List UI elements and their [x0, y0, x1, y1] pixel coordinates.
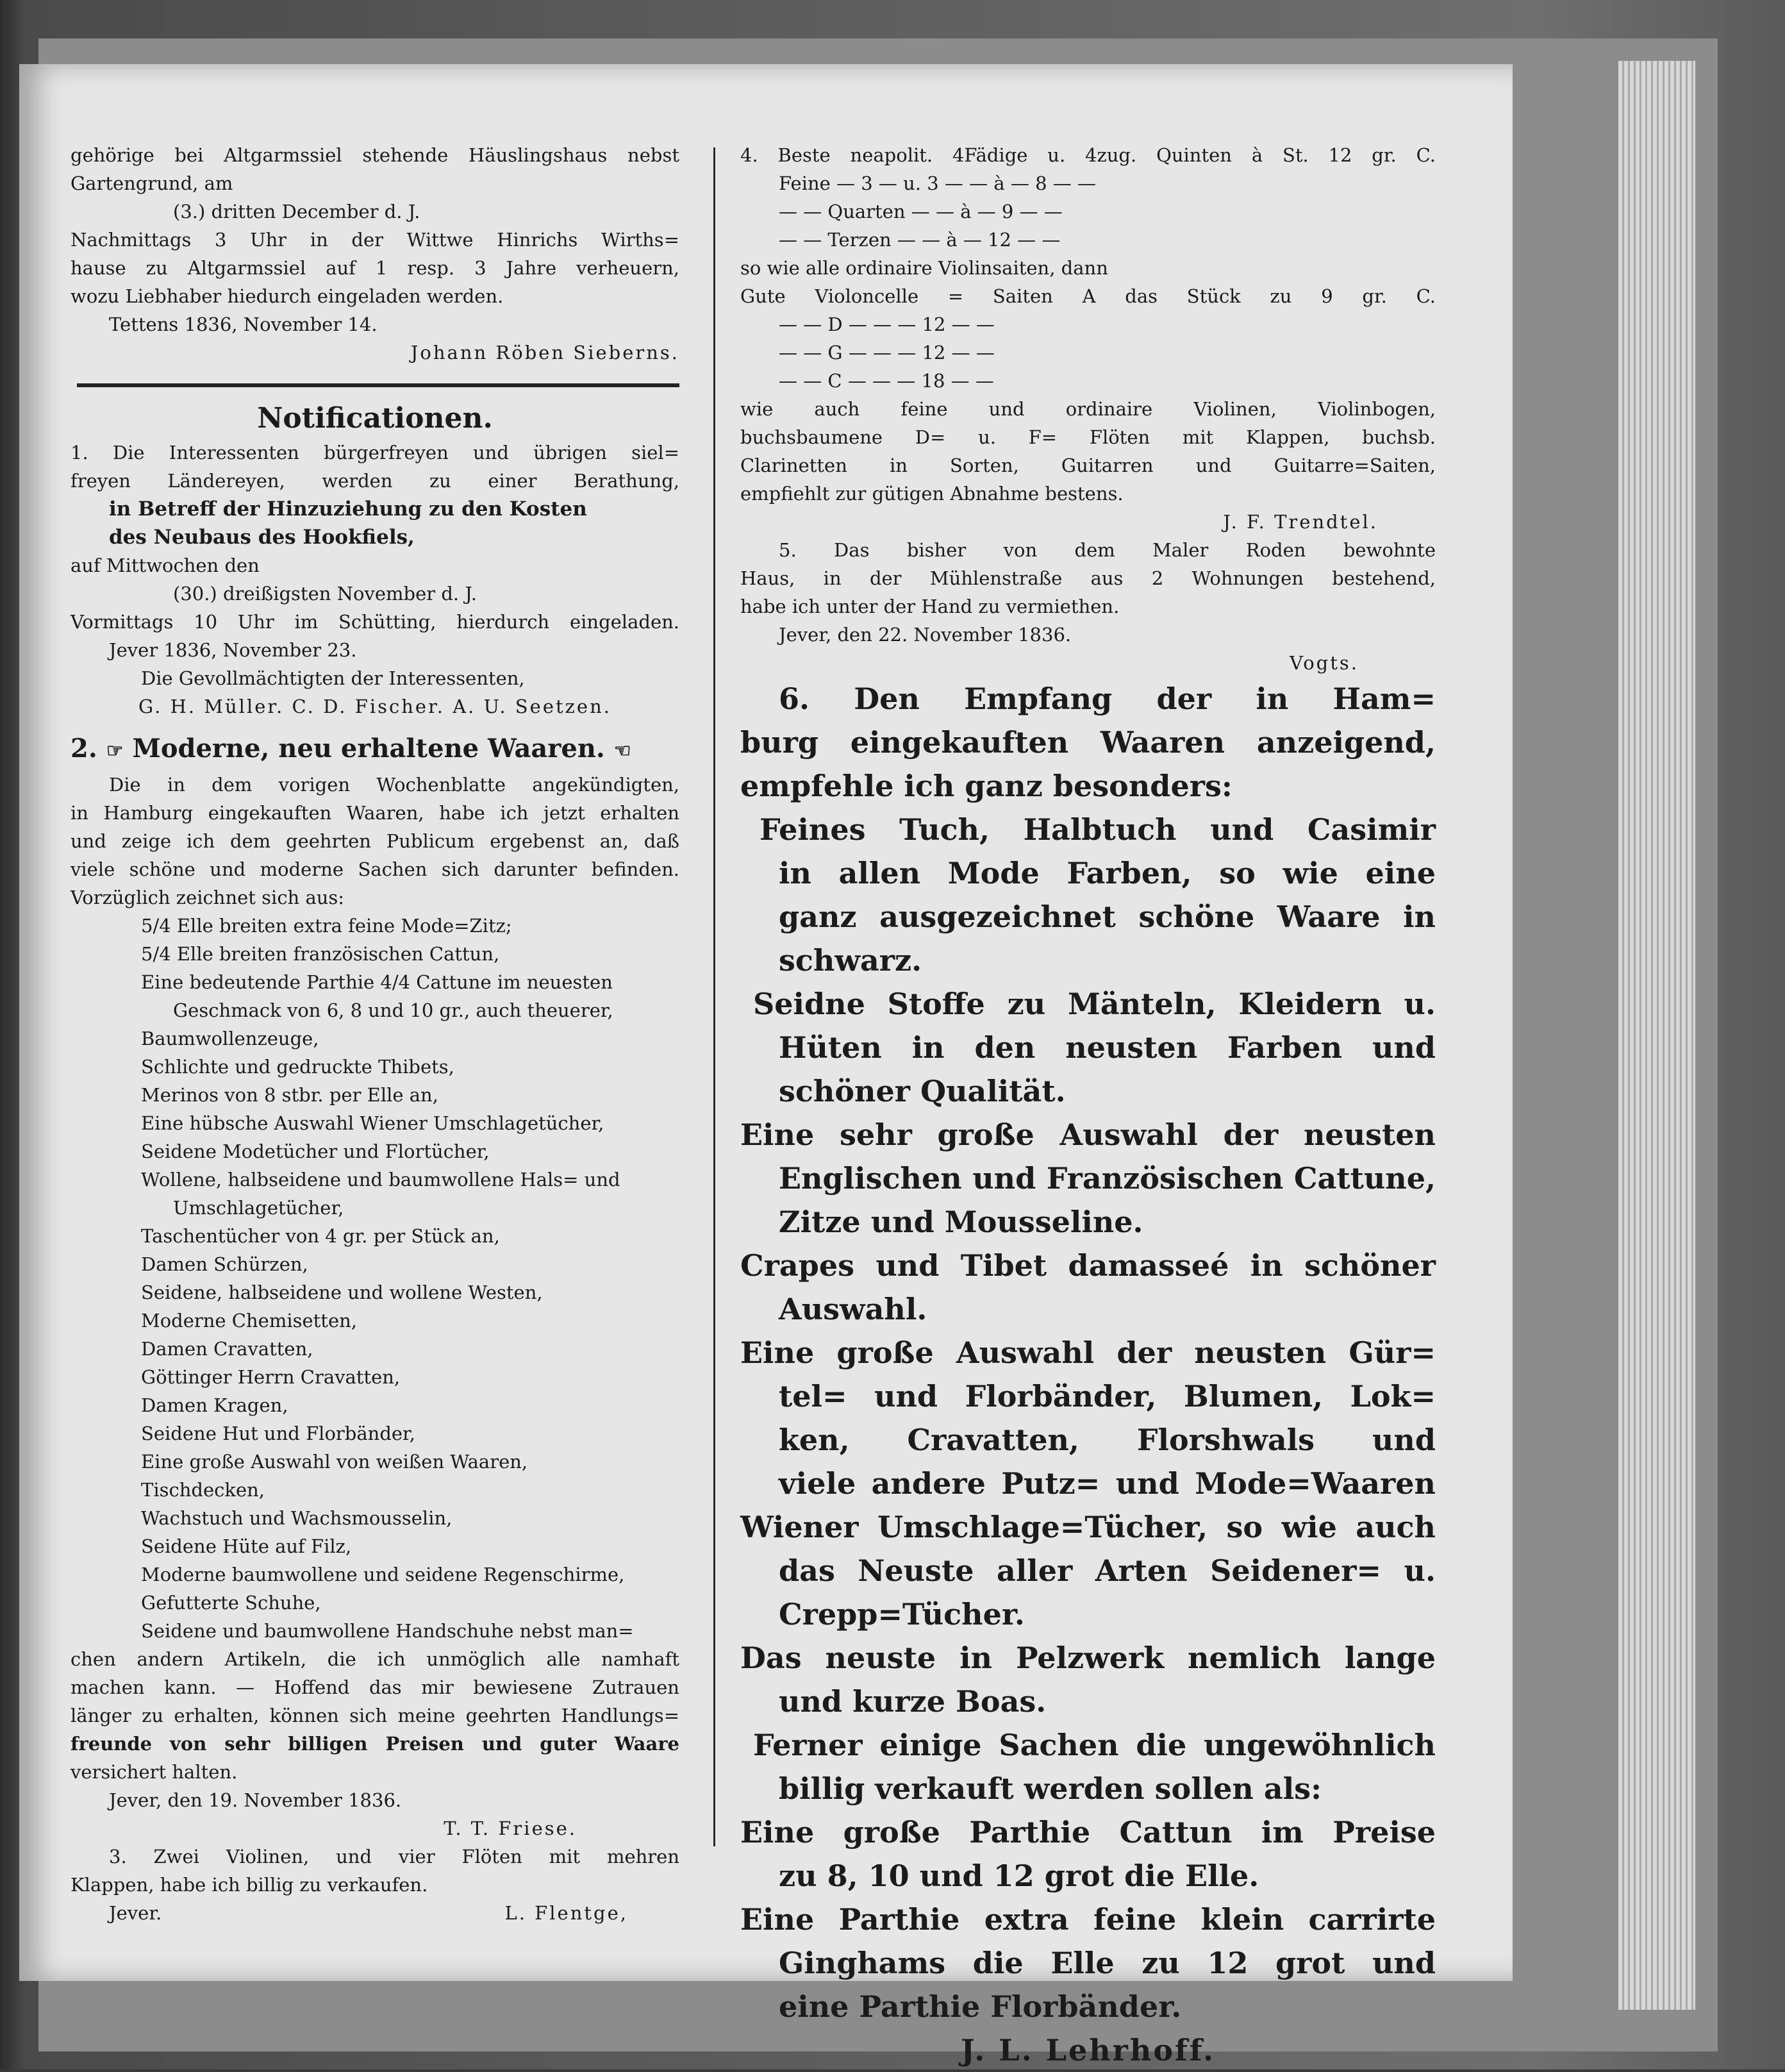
price-line: Gute Violoncelle = Saiten A das Stück zu 9 gr. C.: [740, 285, 1436, 307]
date-line: Tettens 1836, November 14.: [109, 313, 378, 335]
ad-line: burg eingekauften Waaren anzeigend,: [740, 725, 1436, 760]
list-item: Merinos von 8 stbr. per Elle an,: [141, 1084, 438, 1106]
list-item: 5/4 Elle breiten französischen Cattun,: [141, 943, 500, 965]
date-line: Jever, den 22. November 1836.: [779, 624, 1072, 646]
text-line: 5. Das bisher von dem Maler Roden bewohnte: [779, 539, 1436, 561]
text-line: hause zu Altgarmssiel auf 1 resp. 3 Jahre verheuern,: [71, 257, 679, 279]
text-line: machen kann. — Hoffend das mir bewiesene Zutrauen: [71, 1676, 679, 1698]
text-line: in Betreff der Hinzuziehung zu den Kosten: [109, 497, 587, 521]
text-line: in Hamburg eingekauften Waaren, habe ich jetzt erhalten: [71, 802, 679, 824]
list-item: Gefutterte Schuhe,: [141, 1592, 321, 1614]
signature: L. Flentge,: [504, 1902, 628, 1924]
date-line: Jever, den 19. November 1836.: [109, 1789, 402, 1811]
ad-line: Ferner einige Sachen die ungewöhnlich: [753, 1728, 1436, 1762]
list-item: 5/4 Elle breiten extra feine Mode=Zitz;: [141, 915, 512, 937]
heading-text: Moderne, neu erhaltene Waaren.: [132, 733, 605, 764]
list-item: Seidene, halbseidene und wollene Westen,: [141, 1282, 543, 1303]
text-line: freunde von sehr billigen Preisen und guter Waare: [71, 1733, 679, 1755]
text-line: Die in dem vorigen Wochenblatte angekündigten,: [109, 774, 679, 796]
list-item: Umschlagetücher,: [173, 1197, 344, 1219]
signature: T. T. Friese.: [444, 1817, 577, 1839]
list-item: Eine große Auswahl von weißen Waaren,: [141, 1451, 528, 1473]
signature: J. F. Trendtel.: [1223, 511, 1378, 533]
text-line: wozu Liebhaber hiedurch eingeladen werden.: [71, 285, 504, 307]
signature: Johann Röben Sieberns.: [410, 342, 679, 363]
ad-line: und kurze Boas.: [779, 1684, 1047, 1719]
text-line: Clarinetten in Sorten, Guitarren und Guitarre=Saiten,: [740, 455, 1436, 476]
list-item: Seidene Hüte auf Filz,: [141, 1535, 352, 1557]
text-line: empfiehlt zur gütigen Abnahme bestens.: [740, 483, 1124, 505]
list-item: Seidene Modetücher und Flortücher,: [141, 1140, 490, 1162]
text-line: des Neubaus des Hookfiels,: [109, 526, 415, 549]
text-line: habe ich unter der Hand zu vermiethen.: [740, 596, 1120, 617]
ad-line: schöner Qualität.: [779, 1074, 1066, 1108]
column-divider: [713, 147, 715, 1846]
list-item: Eine hübsche Auswahl Wiener Umschlagetücher,: [141, 1112, 604, 1134]
list-item: Geschmack von 6, 8 und 10 gr., auch theuerer,: [173, 999, 613, 1021]
ad-line: in allen Mode Farben, so wie eine: [779, 856, 1436, 890]
text-line: länger zu erhalten, können sich meine geehrten Handlungs=: [71, 1705, 679, 1726]
date-line: (3.) dritten December d. J.: [173, 201, 420, 222]
page-stack-edge: [1618, 61, 1695, 2010]
list-item: Moderne baumwollene und seidene Regenschirme,: [141, 1564, 625, 1585]
text-line: viele schöne und moderne Sachen sich darunter befinden.: [71, 858, 679, 880]
ad-line: Auswahl.: [779, 1292, 927, 1326]
list-item: Göttinger Herrn Cravatten,: [141, 1366, 401, 1388]
text-line: Gartengrund, am: [71, 172, 233, 194]
section-rule: [77, 383, 679, 387]
place-name: Jever.: [109, 1902, 162, 1924]
text-line: freyen Ländereyen, werden zu einer Berathung,: [71, 470, 679, 492]
list-item: Tischdecken,: [141, 1479, 265, 1501]
ad-line: eine Parthie Florbänder.: [779, 1989, 1182, 2024]
right-column: [740, 141, 1436, 2072]
text-line: 3. Zwei Violinen, und vier Flöten mit mehren: [109, 1846, 679, 1867]
list-item: Baumwollenzeuge,: [141, 1028, 319, 1049]
ad-line: zu 8, 10 und 12 grot die Elle.: [779, 1859, 1259, 1893]
ad-line: das Neuste aller Arten Seidener= u.: [779, 1553, 1436, 1588]
text-line: wie auch feine und ordinaire Violinen, Violinbogen,: [740, 398, 1436, 420]
date-line: Jever 1836, November 23.: [109, 639, 357, 661]
price-line: — — G — — — 12 — —: [779, 342, 995, 363]
signature: Vogts.: [1289, 652, 1359, 674]
ad-line: Zitze und Mousseline.: [779, 1205, 1143, 1239]
ad-line: Eine große Auswahl der neusten Gür=: [740, 1335, 1436, 1370]
text-line: 1. Die Interessenten bürgerfreyen und übrigen siel=: [71, 442, 679, 464]
text-line: buchsbaumene D= u. F= Flöten mit Klappen, buchsb.: [740, 426, 1436, 448]
text-line: versichert halten.: [71, 1761, 238, 1783]
ad-line: billig verkauft werden sollen als:: [779, 1771, 1322, 1806]
pointing-hand-icon: ☜: [613, 740, 631, 762]
list-item: Seidene und baumwollene Handschuhe nebst man=: [141, 1620, 634, 1642]
price-line: Feine — 3 — u. 3 — — à — 8 — —: [779, 172, 1096, 194]
text-line: Vormittags 10 Uhr im Schütting, hierdurch eingeladen.: [71, 611, 679, 633]
ad-line: Eine Parthie extra feine klein carrirte: [740, 1902, 1436, 1937]
list-item: Schlichte und gedruckte Thibets,: [141, 1056, 454, 1078]
list-item: Damen Cravatten,: [141, 1338, 313, 1360]
ad-line: Crapes und Tibet damasseé in schöner: [740, 1248, 1436, 1283]
ad-line: Feines Tuch, Halbtuch und Casimir: [760, 812, 1436, 847]
left-column: [71, 141, 679, 1927]
ad-line: Eine sehr große Auswahl der neusten: [740, 1117, 1436, 1152]
ad-line: Hüten in den neusten Farben und: [779, 1030, 1436, 1065]
text-line: Haus, in der Mühlenstraße aus 2 Wohnungen bestehend,: [740, 567, 1436, 589]
text-line: Die Gevollmächtigten der Interessenten,: [141, 667, 525, 689]
list-item: Seidene Hut und Florbänder,: [141, 1423, 415, 1444]
text-line: Klappen, habe ich billig zu verkaufen.: [71, 1874, 428, 1896]
list-item: Moderne Chemisetten,: [141, 1310, 358, 1332]
ad-line: Ginghams die Elle zu 12 grot und: [779, 1946, 1436, 1980]
signature: J. L. Lehrhoff.: [961, 2033, 1215, 2068]
text-line: chen andern Artikeln, die ich unmöglich alle namhaft: [71, 1648, 679, 1670]
closing-line: [71, 1899, 679, 1927]
text-line: Nachmittags 3 Uhr in der Wittwe Hinrichs Wirths=: [71, 229, 679, 251]
date-line: (30.) dreißigsten November d. J.: [173, 583, 477, 605]
price-line: — — C — — — 18 — —: [779, 370, 994, 392]
ad-line: schwarz.: [779, 943, 922, 978]
ad-line: 6. Den Empfang der in Ham=: [779, 681, 1436, 716]
price-line: — — Quarten — — à — 9 — —: [779, 201, 1063, 222]
ad-line: Englischen und Französischen Cattune,: [779, 1161, 1436, 1196]
text-line: Vorzüglich zeichnet sich aus:: [71, 887, 345, 908]
pointing-hand-icon: ☞: [106, 740, 124, 762]
ad-line: viele andere Putz= und Mode=Waaren: [779, 1466, 1436, 1501]
ad-line: Seidne Stoffe zu Mänteln, Kleidern u.: [753, 987, 1436, 1021]
item-number: 2.: [71, 733, 97, 764]
text-line: so wie alle ordinaire Violinsaiten, dann: [740, 257, 1108, 279]
signature: G. H. Müller. C. D. Fischer. A. U. Seetzen.: [138, 696, 611, 717]
ad-line: Das neuste in Pelzwerk nemlich lange: [740, 1641, 1436, 1675]
list-item: Damen Schürzen,: [141, 1253, 308, 1275]
text-line: auf Mittwochen den: [71, 555, 260, 576]
list-item: Taschentücher von 4 gr. per Stück an,: [141, 1225, 500, 1247]
list-item: Damen Kragen,: [141, 1394, 288, 1416]
ad-line: Wiener Umschlage=Tücher, so wie auch: [740, 1510, 1436, 1544]
ad-line: tel= und Florbänder, Blumen, Lok=: [779, 1379, 1436, 1414]
text-line: gehörige bei Altgarmssiel stehende Häuslingshaus nebst: [71, 144, 679, 166]
ad-line: empfehle ich ganz besonders:: [740, 769, 1233, 803]
section-heading: Notificationen.: [257, 402, 493, 435]
text-line: und zeige ich dem geehrten Publicum ergebenst an, daß: [71, 830, 679, 852]
price-line: 4. Beste neapolit. 4Fädige u. 4zug. Quinten à St. 12 gr. C.: [740, 144, 1436, 166]
price-line: — — Terzen — — à — 12 — —: [779, 229, 1061, 251]
price-line: — — D — — — 12 — —: [779, 313, 995, 335]
section-heading: [71, 730, 679, 771]
list-item: Wollene, halbseidene und baumwollene Hals= und: [141, 1169, 620, 1191]
newspaper-page: [19, 64, 1513, 2068]
ad-line: Eine große Parthie Cattun im Preise: [740, 1815, 1436, 1850]
list-item: Wachstuch und Wachsmousselin,: [141, 1507, 452, 1529]
ad-line: Crepp=Tücher.: [779, 1597, 1025, 1632]
ad-line: ken, Cravatten, Florshwals und: [779, 1423, 1436, 1457]
list-item: Eine bedeutende Parthie 4/4 Cattune im neuesten: [141, 971, 613, 993]
ad-line: ganz ausgezeichnet schöne Waare in: [779, 899, 1436, 934]
